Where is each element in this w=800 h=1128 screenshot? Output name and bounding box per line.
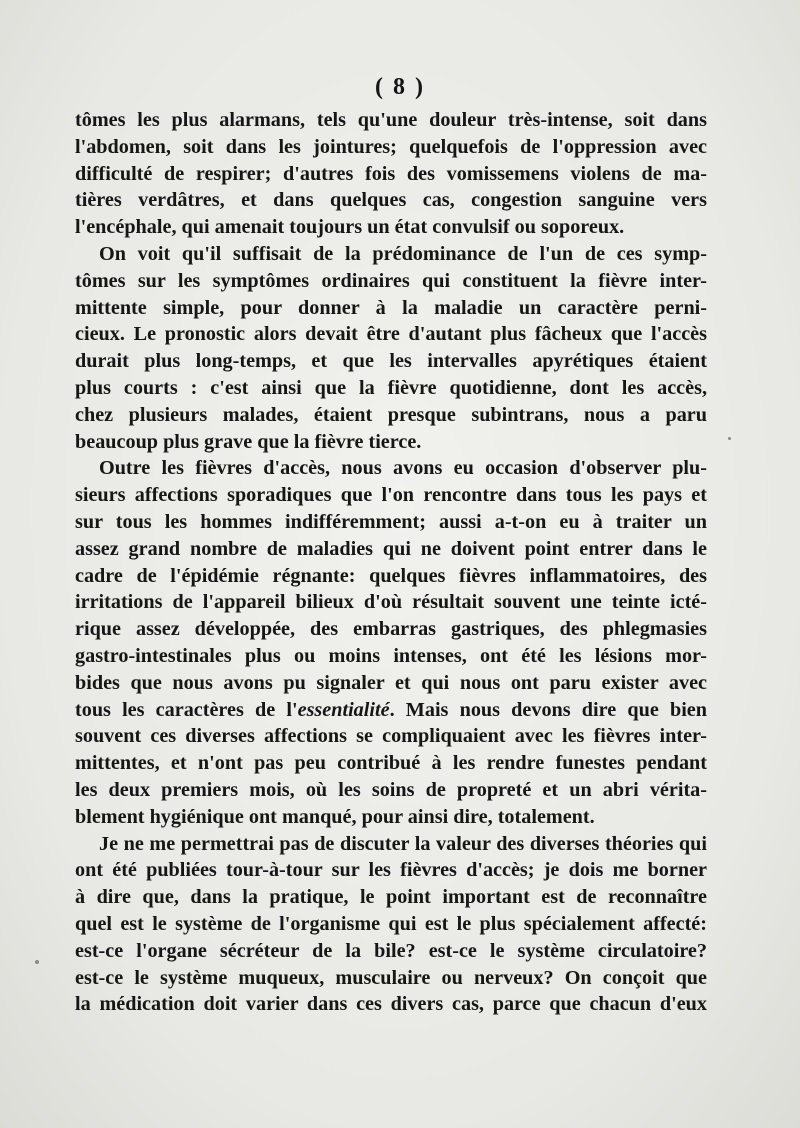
text-line: tômes les plus alarmans, tels qu'une douleur très-intense, soit dans — [75, 109, 707, 131]
text-line: blement hygiénique ont manqué, pour ainsi dire, totalement. — [75, 805, 595, 828]
scan-speck — [728, 437, 731, 440]
text-line: beaucoup plus grave que la fièvre tierce. — [75, 430, 422, 453]
text-segment: . Mais nous devons dire que bien — [389, 698, 707, 721]
scan-speck — [35, 960, 39, 964]
text-line: gastro-intestinales plus ou moins intenses, ont été les lésions mor- — [75, 644, 707, 667]
paragraph-4 — [75, 831, 707, 1019]
text-line: durait plus long-temps, et que les intervalles apyrétiques étaient — [75, 350, 707, 373]
text-line: l'abdomen, soit dans les jointures; quelquefois de l'oppression avec — [75, 135, 707, 158]
text-line: plus courts : c'est ainsi que la fièvre quotidienne, dont les accès, — [75, 376, 707, 399]
italic-term: essentialité — [297, 698, 390, 721]
text-line: mittentes, et n'ont pas peu contribué à les rendre funestes pendant — [75, 752, 707, 775]
text-segment: tous les caractères de l' — [75, 698, 298, 721]
text-line: est-ce l'organe sécréteur de la bile? est-ce le système circulatoire? — [75, 939, 707, 962]
text-line: sur tous les hommes indifféremment; aussi a-t-on eu à traiter un — [75, 510, 707, 533]
text-line: mittente simple, pour donner à la maladie un caractère perni- — [75, 296, 707, 319]
text-line: souvent ces diverses affections se compliquaient avec les fièvres inter- — [75, 725, 707, 748]
text-line: cadre de l'épidémie régnante: quelques fièvres inflammatoires, des — [75, 564, 707, 587]
text-line: est-ce le système muqueux, musculaire ou nerveux? On conçoit que — [75, 966, 707, 989]
text-line: la médication doit varier dans ces divers cas, parce que chacun d'eux — [75, 993, 707, 1016]
paragraph-2 — [75, 241, 707, 455]
text-line: Outre les fièvres d'accès, nous avons eu occasion d'observer plu- — [99, 457, 707, 480]
text-line: bides que nous avons pu signaler et qui nous ont paru exister avec — [75, 671, 707, 694]
text-line: quel est le système de l'organisme qui est le plus spécialement affecté: — [75, 912, 707, 935]
text-line: difficulté de respirer; d'autres fois des vomissemens violens de ma- — [75, 162, 707, 185]
text-line: assez grand nombre de maladies qui ne doivent point entrer dans le — [75, 537, 707, 560]
page-body-text — [75, 107, 707, 1018]
text-line: Je ne me permettrai pas de discuter la valeur des diverses théories qui — [99, 832, 707, 855]
text-line: tômes sur les symptômes ordinaires qui constituent la fièvre inter- — [75, 269, 707, 292]
text-line: sieurs affections sporadiques que l'on rencontre dans tous les pays et — [75, 484, 707, 507]
page-number: ( 8 ) — [375, 74, 425, 100]
text-line: ont été publiées tour-à-tour sur les fièvres d'accès; je dois me borner — [75, 859, 707, 882]
text-line: irritations de l'appareil bilieux d'où résultait souvent une teinte icté- — [75, 591, 707, 614]
text-line: tières verdâtres, et dans quelques cas, congestion sanguine vers — [75, 189, 707, 212]
text-line: l'encéphale, qui amenait toujours un état convulsif ou soporeux. — [75, 216, 625, 239]
text-line-with-italic — [75, 697, 707, 724]
paragraph-3 — [75, 455, 707, 830]
paragraph-1 — [75, 107, 707, 241]
text-line: les deux premiers mois, où les soins de propreté et un abri vérita- — [75, 778, 707, 801]
text-line: rique assez développée, des embarras gastriques, des phlegmasies — [75, 618, 707, 641]
text-line: à dire que, dans la pratique, le point important est de reconnaître — [75, 886, 707, 909]
text-line: cieux. Le pronostic alors devait être d'autant plus fâcheux que l'accès — [75, 323, 707, 346]
text-line: chez plusieurs malades, étaient presque subintrans, nous a paru — [75, 403, 707, 426]
text-line: On voit qu'il suffisait de la prédominance de l'un de ces symp- — [99, 242, 707, 265]
